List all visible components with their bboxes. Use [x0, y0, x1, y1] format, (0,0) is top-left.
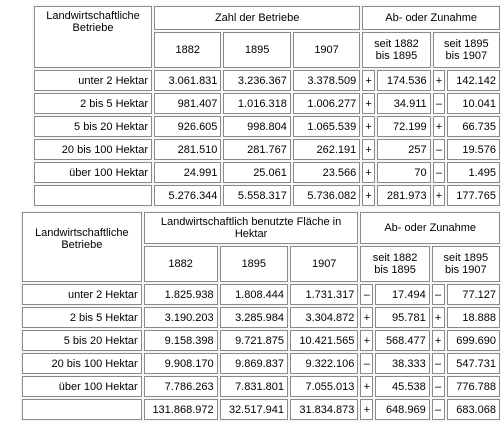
- value-cell: 7.786.263: [144, 376, 218, 397]
- value-cell: 9.158.398: [144, 330, 218, 351]
- table-row: [22, 353, 500, 374]
- value-cell: 262.191: [293, 139, 360, 160]
- sign-cell: –: [360, 353, 373, 374]
- value-cell: 9.721.875: [220, 330, 288, 351]
- row-label: 20 bis 100 Hektar: [34, 139, 152, 160]
- value-cell: 5.736.082: [293, 185, 360, 206]
- value-cell: 9.869.837: [220, 353, 288, 374]
- table-row: [34, 139, 500, 160]
- group-header: Zahl der Betriebe: [154, 6, 360, 30]
- change-cell: 38.333: [375, 353, 430, 374]
- value-cell: 23.566: [293, 162, 360, 183]
- row-label: 2 bis 5 Hektar: [34, 93, 152, 114]
- value-cell: 24.991: [154, 162, 221, 183]
- change-header: Ab- oder Zunahme: [360, 212, 500, 244]
- change-cell: 34.911: [377, 93, 431, 114]
- value-cell: 998.804: [223, 116, 290, 137]
- sign-cell: –: [432, 399, 445, 420]
- table-row: [34, 70, 500, 91]
- change-cell: 776.788: [447, 376, 500, 397]
- change-cell: 174.536: [377, 70, 431, 91]
- row-label: 5 bis 20 Hektar: [34, 116, 152, 137]
- sign-cell: +: [362, 185, 375, 206]
- year-header: 1907: [290, 246, 358, 282]
- sign-cell: +: [433, 70, 446, 91]
- table-row: [22, 284, 500, 305]
- value-cell: 31.834.873: [290, 399, 358, 420]
- row-label: über 100 Hektar: [34, 162, 152, 183]
- change-cell: 281.973: [377, 185, 431, 206]
- since-header: seit 1882 bis 1895: [360, 246, 429, 282]
- change-cell: 648.969: [375, 399, 430, 420]
- value-cell: 5.276.344: [154, 185, 221, 206]
- row-label: unter 2 Hektar: [34, 70, 152, 91]
- table-row: [22, 376, 500, 397]
- change-cell: 257: [377, 139, 431, 160]
- since-header: seit 1882 bis 1895: [362, 32, 430, 68]
- table-row: [34, 93, 500, 114]
- value-cell: 1.825.938: [144, 284, 218, 305]
- row-label: 20 bis 100 Hektar: [22, 353, 142, 374]
- change-cell: 142.142: [447, 70, 500, 91]
- sign-cell: –: [432, 353, 445, 374]
- value-cell: 281.767: [223, 139, 290, 160]
- sign-cell: +: [362, 162, 375, 183]
- change-cell: 72.199: [377, 116, 431, 137]
- sign-cell: +: [360, 307, 373, 328]
- value-cell: 7.055.013: [290, 376, 358, 397]
- value-cell: 3.304.872: [290, 307, 358, 328]
- sign-cell: +: [360, 399, 373, 420]
- sign-cell: +: [362, 116, 375, 137]
- year-header: 1882: [154, 32, 221, 68]
- sign-cell: +: [360, 376, 373, 397]
- sign-cell: –: [360, 284, 373, 305]
- sign-cell: +: [433, 116, 446, 137]
- change-cell: 95.781: [375, 307, 430, 328]
- value-cell: 32.517.941: [220, 399, 288, 420]
- table-row: [22, 307, 500, 328]
- sign-cell: –: [433, 162, 446, 183]
- change-cell: 70: [377, 162, 431, 183]
- value-cell: 7.831.801: [220, 376, 288, 397]
- since-header: seit 1895 bis 1907: [432, 246, 500, 282]
- change-header: Ab- oder Zunahme: [362, 6, 500, 30]
- row-label: [34, 185, 152, 206]
- value-cell: 131.868.972: [144, 399, 218, 420]
- value-cell: 3.190.203: [144, 307, 218, 328]
- change-cell: 547.731: [447, 353, 500, 374]
- change-cell: 177.765: [447, 185, 500, 206]
- sign-cell: +: [360, 330, 373, 351]
- value-cell: 9.908.170: [144, 353, 218, 374]
- group-header: Landwirtschaftlich benutzte Fläche in Hektar: [144, 212, 359, 244]
- row-label: 5 bis 20 Hektar: [22, 330, 142, 351]
- value-cell: 25.061: [223, 162, 290, 183]
- year-header: 1895: [223, 32, 290, 68]
- value-cell: 3.061.831: [154, 70, 221, 91]
- sign-cell: –: [432, 284, 445, 305]
- value-cell: 5.558.317: [223, 185, 290, 206]
- row-header: Landwirtschaftliche Betriebe: [34, 6, 152, 68]
- change-cell: 19.576: [447, 139, 500, 160]
- value-cell: 3.236.367: [223, 70, 290, 91]
- since-header: seit 1895 bis 1907: [433, 32, 500, 68]
- sign-cell: +: [432, 307, 445, 328]
- value-cell: 3.285.984: [220, 307, 288, 328]
- table-row: [34, 162, 500, 183]
- change-cell: 1.495: [447, 162, 500, 183]
- row-label: [22, 399, 142, 420]
- value-cell: 1.808.444: [220, 284, 288, 305]
- change-cell: 683.068: [447, 399, 500, 420]
- sign-cell: +: [362, 70, 375, 91]
- table-row: [34, 185, 500, 206]
- sign-cell: –: [433, 139, 446, 160]
- sign-cell: +: [362, 93, 375, 114]
- value-cell: 9.322.106: [290, 353, 358, 374]
- change-cell: 699.690: [447, 330, 500, 351]
- change-cell: 18.888: [447, 307, 500, 328]
- table-betriebe-count: [32, 4, 501, 208]
- change-cell: 66.735: [447, 116, 500, 137]
- change-cell: 45.538: [375, 376, 430, 397]
- row-header: Landwirtschaftliche Betriebe: [22, 212, 142, 282]
- table-row: [34, 116, 500, 137]
- table-betriebe-area: [20, 210, 501, 422]
- change-cell: 17.494: [375, 284, 430, 305]
- table-row: [22, 399, 500, 420]
- row-label: über 100 Hektar: [22, 376, 142, 397]
- year-header: 1895: [220, 246, 288, 282]
- value-cell: 1.731.317: [290, 284, 358, 305]
- sign-cell: +: [433, 185, 446, 206]
- value-cell: 926.605: [154, 116, 221, 137]
- value-cell: 1.016.318: [223, 93, 290, 114]
- year-header: 1882: [144, 246, 218, 282]
- change-cell: 10.041: [447, 93, 500, 114]
- table-row: [22, 330, 500, 351]
- value-cell: 3.378.509: [293, 70, 360, 91]
- change-cell: 77.127: [447, 284, 500, 305]
- year-header: 1907: [293, 32, 360, 68]
- row-label: 2 bis 5 Hektar: [22, 307, 142, 328]
- change-cell: 568.477: [375, 330, 430, 351]
- sign-cell: –: [432, 376, 445, 397]
- sign-cell: +: [362, 139, 375, 160]
- value-cell: 981.407: [154, 93, 221, 114]
- value-cell: 281.510: [154, 139, 221, 160]
- row-label: unter 2 Hektar: [22, 284, 142, 305]
- value-cell: 1.006.277: [293, 93, 360, 114]
- sign-cell: –: [433, 93, 446, 114]
- value-cell: 10.421.565: [290, 330, 358, 351]
- value-cell: 1.065.539: [293, 116, 360, 137]
- sign-cell: +: [432, 330, 445, 351]
